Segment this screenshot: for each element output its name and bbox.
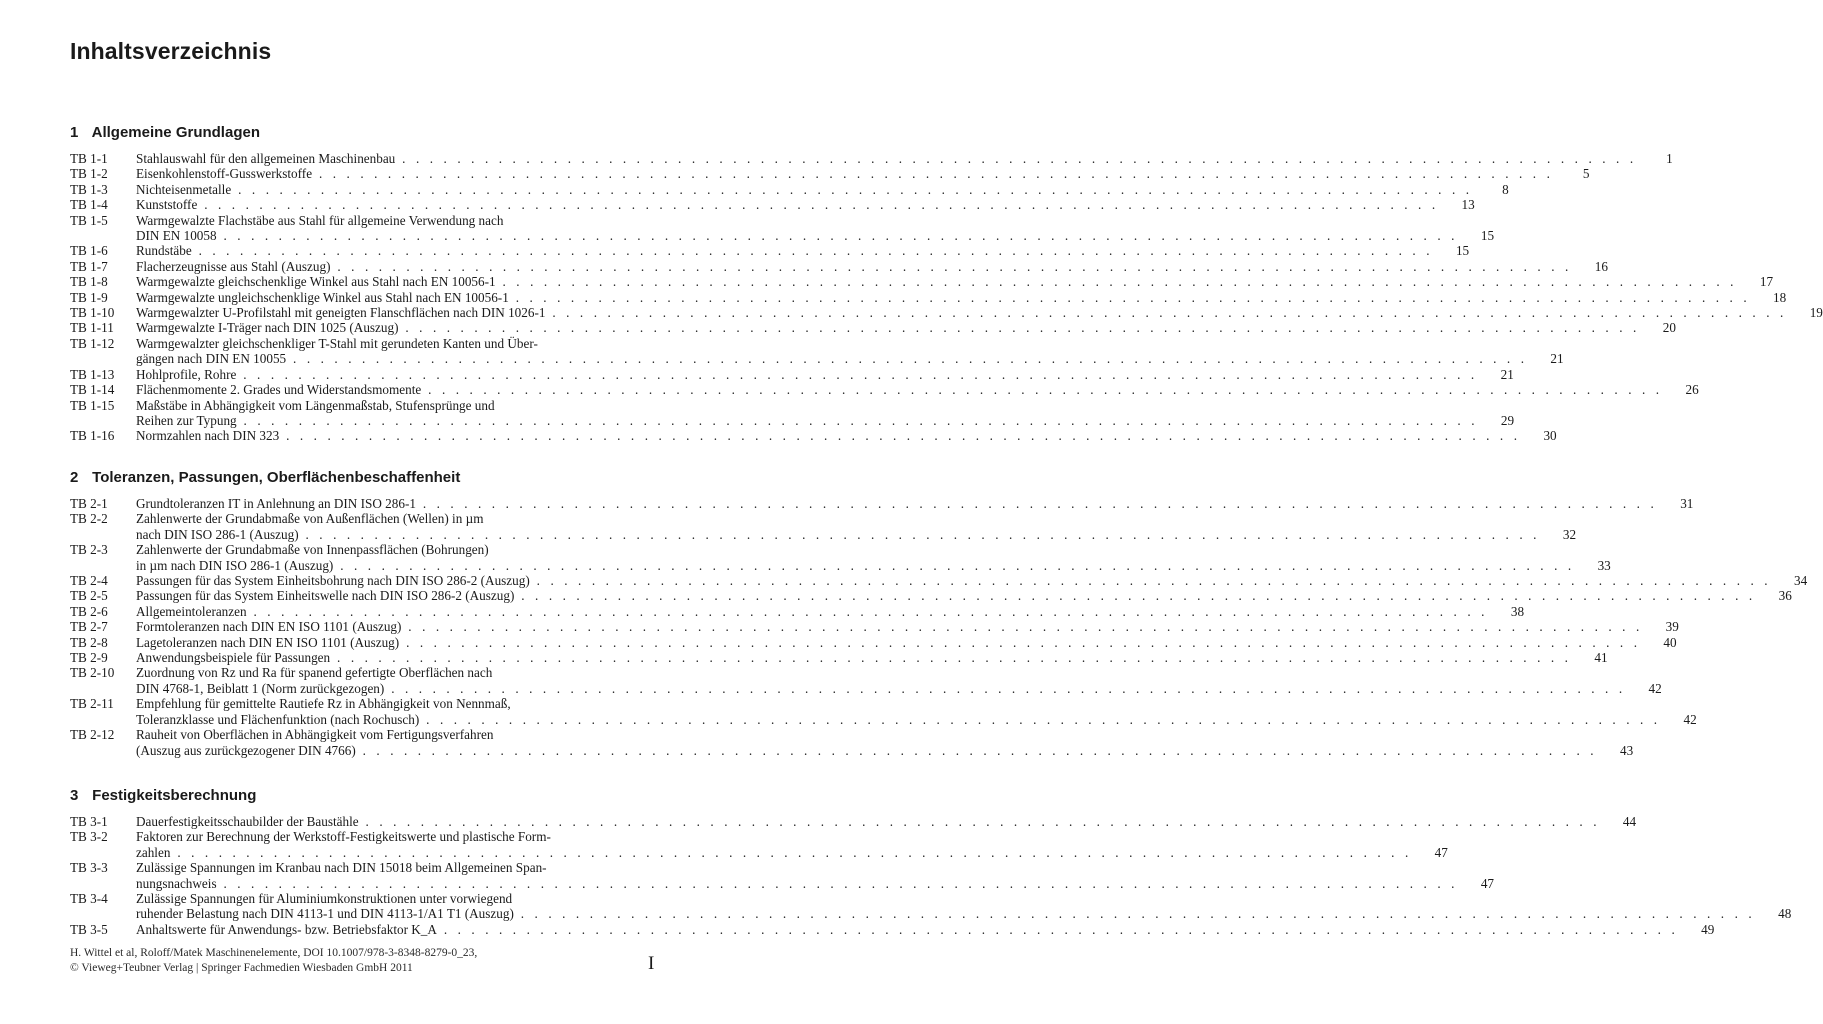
entry-title [136, 398, 1478, 429]
entry-title-line: Kunststoffe . . . [136, 197, 1439, 212]
entry-title-line: Grundtoleranzen IT in Anlehnung an DIN ISO 286-1 . . . [136, 496, 1657, 511]
entry-code: TB 1-4 [70, 197, 108, 213]
entry-code: TB 1-11 [70, 320, 114, 336]
entry-code: TB 3-4 [70, 891, 108, 907]
entry-code: TB 1-2 [70, 166, 108, 182]
entry-title [136, 428, 1521, 443]
entry-title [136, 274, 1737, 289]
toc-entry[interactable] [70, 650, 1608, 666]
entry-title [136, 182, 1473, 197]
entry-page: 32 [1562, 526, 1577, 542]
toc-entry[interactable] [70, 320, 1676, 336]
entry-title [136, 320, 1640, 335]
entry-page: 49 [1701, 921, 1715, 937]
entry-title-line: gängen nach DIN EN 10055 . . . [136, 351, 1528, 366]
entry-page: 19 [1809, 305, 1823, 321]
entry-title-line: Hohlprofile, Rohre . . . [136, 367, 1478, 382]
section-2 [70, 468, 1808, 758]
entry-code: TB 1-9 [70, 289, 108, 305]
toc-entry[interactable] [70, 860, 1495, 891]
entry-title-line: Warmgewalzter U-Profilstahl mit geneigten Flanschflächen nach DIN 1026-1 . . . [136, 305, 1787, 320]
entry-page: 34 [1794, 573, 1808, 589]
entry-title-line: Anhaltswerte für Anwendungs- bzw. Betriebsfaktor K_A . . . [136, 922, 1678, 937]
entry-page: 31 [1680, 496, 1694, 511]
entry-page: 44 [1622, 814, 1637, 829]
entry-title-line: nach DIN ISO 286-1 (Auszug) . . . [136, 527, 1540, 542]
page-title: Inhaltsverzeichnis [70, 38, 272, 64]
entry-code: TB 3-2 [70, 829, 108, 845]
entry-code: TB 2-8 [70, 634, 108, 650]
entry-code: TB 1-5 [70, 212, 108, 228]
toc-entry[interactable] [70, 891, 1792, 922]
toc-entry[interactable] [70, 382, 1699, 398]
entry-title [136, 727, 1597, 758]
entry-page: 1 [1666, 151, 1673, 166]
toc-entry[interactable] [70, 511, 1577, 542]
entry-code: TB 1-15 [70, 397, 115, 413]
entry-title-line: Flacherzeugnisse aus Stahl (Auszug) . . . [136, 259, 1572, 274]
toc-entry[interactable] [70, 542, 1611, 573]
toc-entry[interactable] [70, 212, 1495, 244]
entry-title [136, 511, 1540, 542]
entry-list [70, 151, 1823, 444]
entry-code: TB 2-7 [70, 619, 108, 635]
toc-entry[interactable] [70, 166, 1590, 182]
toc-entry[interactable] [70, 289, 1787, 305]
entry-code: TB 1-3 [70, 181, 108, 197]
entry-title-line: Maßstäbe in Abhängigkeit vom Längenmaßstab, Stufensprünge und [136, 397, 495, 413]
entry-code: TB 2-4 [70, 573, 108, 589]
entry-title-line: Zuordnung von Rz und Ra für spanend gefertigte Oberflächen nach [136, 665, 493, 681]
entry-code: TB 1-6 [70, 243, 108, 259]
entry-title [136, 151, 1637, 166]
entry-title-line: Faktoren zur Berechnung der Werkstoff-Festigkeitswerte und plastische Form- [136, 829, 551, 845]
entry-page: 21 [1550, 351, 1564, 367]
entry-page: 40 [1663, 634, 1677, 650]
entry-title [136, 635, 1641, 650]
entry-page: 48 [1778, 906, 1792, 922]
entry-code: TB 2-5 [70, 588, 108, 604]
toc-entry[interactable] [70, 696, 1697, 727]
entry-title-line: DIN EN 10058 . . . [136, 228, 1458, 243]
entry-code: TB 2-9 [70, 650, 108, 666]
entry-title [136, 860, 1458, 891]
entry-page: 26 [1685, 382, 1699, 398]
section-heading [70, 123, 656, 143]
entry-title-line: Reihen zur Typung . . . [136, 413, 1478, 428]
entry-list [70, 814, 1792, 937]
entry-title-line: Rundstäbe . . . [136, 243, 1433, 258]
toc-entry[interactable] [70, 619, 1679, 635]
entry-title [136, 922, 1678, 937]
toc-entry[interactable] [70, 634, 1677, 650]
entry-title [136, 290, 1750, 305]
entry-list [70, 496, 1808, 758]
entry-code: TB 1-10 [70, 305, 115, 321]
entry-title [136, 259, 1572, 274]
section-title: Toleranzen, Passungen, Oberflächenbeschaffenheit [92, 469, 461, 486]
entry-title-line: Warmgewalzte ungleichschenklige Winkel aus Stahl nach EN 10056-1 . . . [136, 290, 1750, 305]
entry-title-line: Warmgewalzter gleichschenkliger T-Stahl mit gerundeten Kanten und Über- [136, 335, 538, 351]
section-title: Allgemeine Grundlagen [91, 124, 260, 141]
entry-title-line: (Auszug aus zurückgezogener DIN 4766) . . . [136, 743, 1597, 758]
entry-page: 42 [1683, 711, 1697, 727]
entry-title-line: Zulässige Spannungen im Kranbau nach DIN 15018 beim Allgemeinen Span- [136, 860, 547, 876]
footer-publisher: © Vieweg+Teubner Verlag | Springer Fachmedien Wiesbaden GmbH 2011 [70, 962, 413, 974]
entry-code: TB 2-3 [70, 542, 108, 558]
entry-title [136, 197, 1439, 212]
entry-title [136, 243, 1433, 258]
entry-code: TB 2-11 [70, 696, 114, 712]
entry-title-line: Zahlenwerte der Grundabmaße von Innenpassflächen (Bohrungen) [136, 542, 489, 558]
entry-page: 33 [1597, 557, 1611, 573]
toc-entry[interactable] [70, 197, 1475, 213]
entry-code: TB 1-8 [70, 274, 108, 290]
entry-title [136, 619, 1643, 634]
entry-page: 5 [1582, 166, 1590, 182]
entry-title-line: zahlen . . . [136, 845, 1412, 860]
toc-entry[interactable] [70, 335, 1564, 367]
entry-code: TB 2-12 [70, 727, 115, 743]
section-heading [70, 468, 656, 488]
toc-entry[interactable] [70, 181, 1509, 197]
entry-title-line: Toleranzklasse und Flächenfunktion (nach Rochusch) . . . [136, 712, 1661, 727]
entry-title [136, 367, 1478, 382]
entry-page: 15 [1480, 228, 1495, 244]
entry-title [136, 829, 1412, 860]
entry-title-line: Dauerfestigkeitsschaubilder der Baustähle . . . [136, 814, 1600, 829]
entry-title-line: DIN 4768-1, Beiblatt 1 (Norm zurückgezogen) . . . [136, 681, 1626, 696]
entry-title-line: Empfehlung für gemittelte Rautiefe Rz in Abhängigkeit von Nennmaß, [136, 696, 511, 712]
section-title: Festigkeitsberechnung [92, 787, 257, 804]
section-heading [70, 786, 656, 806]
entry-page: 21 [1500, 366, 1514, 382]
entry-code: TB 1-1 [70, 151, 108, 166]
toc-entry[interactable] [70, 366, 1514, 382]
entry-title-line: Passungen für das System Einheitsbohrung nach DIN ISO 286-2 (Auszug) . . . [136, 573, 1771, 588]
toc-entry[interactable] [70, 397, 1515, 429]
entry-page: 47 [1434, 844, 1448, 860]
toc-entry[interactable] [70, 305, 1823, 321]
entry-page: 29 [1500, 412, 1515, 428]
entry-page: 41 [1594, 650, 1608, 666]
entry-code: TB 1-14 [70, 382, 115, 398]
entry-title [136, 166, 1554, 181]
entry-title [136, 336, 1528, 367]
section-number: 1 [70, 124, 79, 141]
entry-title-line: Anwendungsbeispiele für Passungen . . . [136, 650, 1572, 665]
section-3 [70, 786, 1792, 937]
entry-title [136, 305, 1787, 320]
entry-title-line: Lagetoleranzen nach DIN EN ISO 1101 (Auszug) . . . [136, 635, 1641, 650]
toc-entry[interactable] [70, 573, 1808, 589]
entry-code: TB 2-1 [70, 496, 108, 511]
toc-entry[interactable] [70, 603, 1525, 619]
entry-title-line: Warmgewalzte I-Träger nach DIN 1025 (Auszug) . . . [136, 320, 1640, 335]
footer-citation: H. Wittel et al, Roloff/Matek Maschinenelemente, DOI 10.1007/978-3-8348-8279-0_23, [70, 947, 478, 959]
entry-page: 13 [1461, 197, 1475, 213]
toc-entry[interactable] [70, 243, 1470, 259]
toc-entry[interactable] [70, 496, 1694, 511]
entry-page: 20 [1662, 320, 1676, 336]
entry-code: TB 3-5 [70, 921, 108, 937]
section-number: 3 [70, 787, 79, 804]
entry-code: TB 1-12 [70, 335, 115, 351]
entry-title [136, 213, 1458, 244]
entry-page: 15 [1455, 243, 1470, 259]
entry-page: 8 [1502, 181, 1509, 197]
entry-page: 38 [1510, 603, 1525, 619]
entry-code: TB 2-2 [70, 511, 108, 527]
entry-title-line: nungsnachweis . . . [136, 876, 1458, 891]
entry-code: TB 1-16 [70, 428, 115, 444]
entry-title [136, 604, 1488, 619]
entry-title-line: Flächenmomente 2. Grades und Widerstandsmomente . . . [136, 382, 1663, 397]
entry-code: TB 1-13 [70, 366, 115, 382]
entry-title [136, 573, 1771, 588]
toc-entry[interactable] [70, 665, 1662, 696]
entry-title-line: in µm nach DIN ISO 286-1 (Auszug) . . . [136, 558, 1575, 573]
entry-title-line: Zahlenwerte der Grundabmaße von Außenflächen (Wellen) in µm [136, 511, 484, 527]
copyright-footer [70, 946, 660, 976]
entry-title-line: Nichteisenmetalle . . . [136, 182, 1473, 197]
entry-title-line: Warmgewalzte gleichschenklige Winkel aus Stahl nach EN 10056-1 . . . [136, 274, 1737, 289]
entry-page: 39 [1665, 619, 1679, 635]
entry-title-line: ruhender Belastung nach DIN 4113-1 und DIN 4113-1/A1 T1 (Auszug) . . . [136, 906, 1755, 921]
entry-code: TB 3-3 [70, 860, 108, 876]
entry-page: 43 [1619, 742, 1634, 758]
entry-page: 18 [1773, 289, 1787, 305]
entry-title [136, 588, 1756, 603]
entry-title [136, 496, 1657, 511]
entry-title-line: Passungen für das System Einheitswelle nach DIN ISO 286-2 (Auszug) . . . [136, 588, 1756, 603]
entry-title-line: Allgemeintoleranzen . . . [136, 604, 1488, 619]
toc-entry[interactable] [70, 274, 1774, 290]
entry-title [136, 650, 1572, 665]
entry-code: TB 2-10 [70, 665, 115, 681]
entry-page: 47 [1480, 875, 1495, 891]
entry-page: 36 [1778, 588, 1792, 604]
entry-title-line: Eisenkohlenstoff-Gusswerkstoffe . . . [136, 166, 1554, 181]
page-number: I [648, 953, 655, 974]
section-1 [70, 123, 1823, 444]
toc-entry[interactable] [70, 151, 1673, 166]
toc-entry[interactable] [70, 588, 1792, 604]
entry-code: TB 1-7 [70, 258, 108, 274]
entry-page: 16 [1594, 258, 1608, 274]
entry-code: TB 3-1 [70, 814, 108, 829]
entry-title-line: Formtoleranzen nach DIN EN ISO 1101 (Auszug) . . . [136, 619, 1643, 634]
entry-title [136, 814, 1600, 829]
section-number: 2 [70, 469, 79, 486]
entry-title [136, 891, 1755, 922]
toc-entry[interactable] [70, 258, 1608, 274]
entry-title-line: Normzahlen nach DIN 323 . . . [136, 428, 1521, 443]
entry-page: 17 [1759, 274, 1774, 290]
entry-title-line: Stahlauswahl für den allgemeinen Maschinenbau . . . [136, 151, 1637, 166]
entry-title-line: Zulässige Spannungen für Aluminiumkonstruktionen unter vorwiegend [136, 891, 513, 907]
toc-entry[interactable] [70, 814, 1637, 829]
entry-title [136, 696, 1661, 727]
entry-code: TB 2-6 [70, 603, 108, 619]
entry-title-line: Rauheit von Oberflächen in Abhängigkeit vom Fertigungsverfahren [136, 727, 494, 743]
entry-title [136, 542, 1575, 573]
entry-title [136, 382, 1663, 397]
toc-entry[interactable] [70, 428, 1557, 444]
toc-entry[interactable] [70, 727, 1634, 758]
entry-page: 42 [1648, 680, 1662, 696]
entry-page: 30 [1543, 428, 1557, 444]
toc-entry[interactable] [70, 829, 1448, 860]
toc-entry[interactable] [70, 921, 1715, 937]
entry-title-line: Warmgewalzte Flachstäbe aus Stahl für allgemeine Verwendung nach [136, 212, 504, 228]
entry-title [136, 665, 1626, 696]
